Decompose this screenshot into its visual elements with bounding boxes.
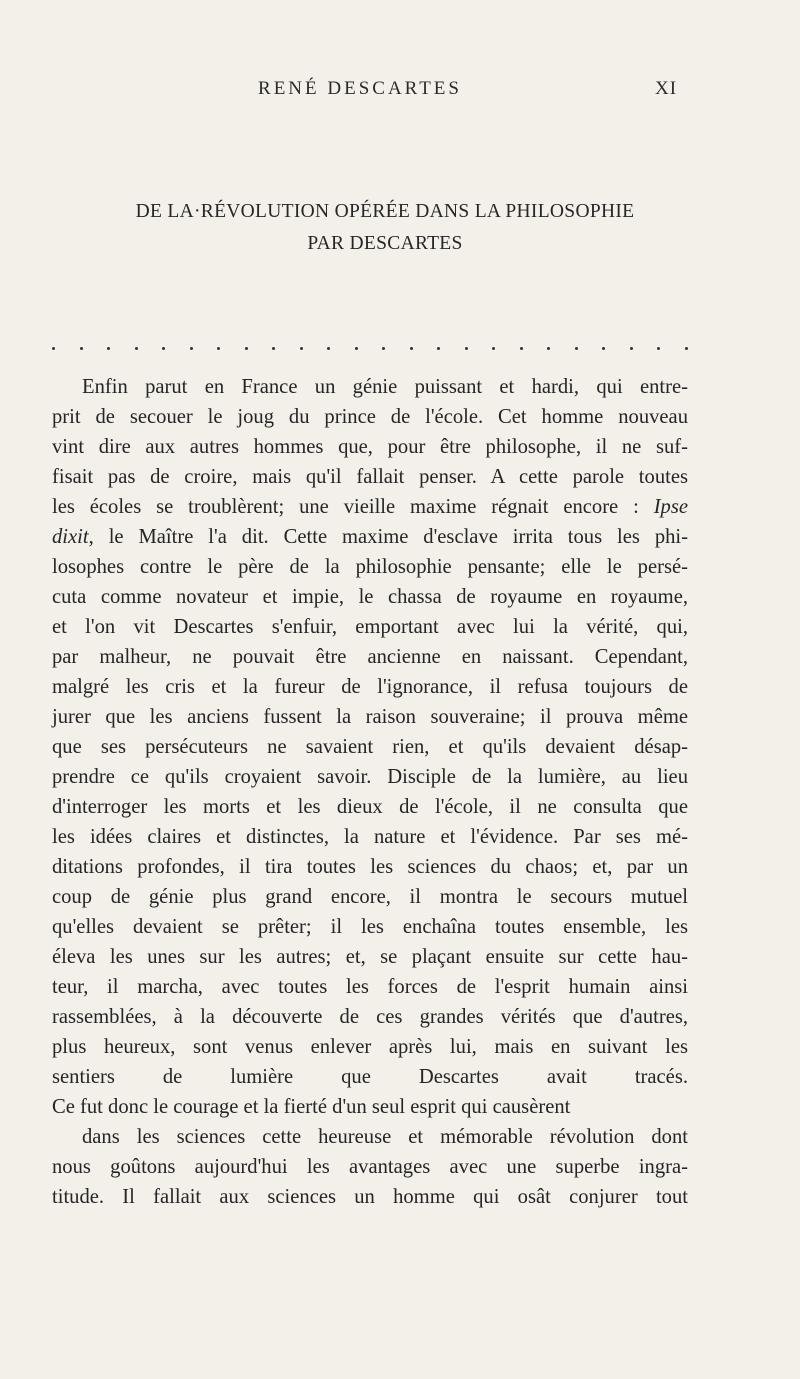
text-line: coup de génie plus grand encore, il montra le secours mutuel bbox=[52, 886, 688, 908]
text-line: vint dire aux autres hommes que, pour être philosophe, il ne suf- bbox=[52, 436, 688, 458]
ellipsis-dot bbox=[602, 347, 605, 350]
text-line: ditations profondes, il tira toutes les sciences du chaos; et, par un bbox=[52, 856, 688, 878]
text-line: teur, il marcha, avec toutes les forces de l'esprit humain ainsi bbox=[52, 976, 688, 998]
ellipsis-dot bbox=[492, 347, 495, 350]
text-line: dans les sciences cette heureuse et mémorable révolution dont bbox=[82, 1126, 688, 1148]
text-line: les idées claires et distinctes, la nature et l'évidence. Par ses mé- bbox=[52, 826, 688, 848]
page-number: XI bbox=[655, 78, 678, 99]
text-line: rassemblées, à la découverte de ces grandes vérités que d'autres, bbox=[52, 1006, 688, 1028]
italic-term-ipse: Ipse bbox=[653, 496, 688, 518]
ellipsis-dot bbox=[465, 347, 468, 350]
ellipsis-dot bbox=[272, 347, 275, 350]
text-line: sentiers de lumière que Descartes avait tracés. bbox=[52, 1066, 688, 1088]
text-line: prendre ce qu'ils croyaient savoir. Disciple de la lumière, au lieu bbox=[52, 766, 688, 788]
section-title-line-2: PAR DESCARTES bbox=[307, 233, 463, 254]
text-line: d'interroger les morts et les dieux de l'école, il ne consulta que bbox=[52, 796, 688, 818]
ellipsis-dot bbox=[162, 347, 165, 350]
text-line: éleva les unes sur les autres; et, se plaçant ensuite sur cette hau- bbox=[52, 946, 688, 968]
ellipsis-dot bbox=[190, 347, 193, 350]
ellipsis-dot bbox=[327, 347, 330, 350]
text-line: Ce fut donc le courage et la fierté d'un seul esprit qui causèrent bbox=[52, 1096, 571, 1118]
ellipsis-dot-leader bbox=[52, 338, 688, 358]
text-line: que ses persécuteurs ne savaient rien, et qu'ils devaient désap- bbox=[52, 736, 688, 758]
text-line: fisait pas de croire, mais qu'il fallait penser. A cette parole toutes bbox=[52, 466, 688, 488]
ellipsis-dot bbox=[437, 347, 440, 350]
text-line: titude. Il fallait aux sciences un homme qui osât conjurer tout bbox=[52, 1186, 688, 1208]
section-title bbox=[30, 196, 740, 260]
text-fragment: , le Maître l'a dit. Cette maxime d'esclave irrita tous les phi- bbox=[88, 526, 688, 548]
text-line: jurer que les anciens fussent la raison souveraine; il prouva même bbox=[52, 706, 688, 728]
text-line: par malheur, ne pouvait être ancienne en naissant. Cependant, bbox=[52, 646, 688, 668]
ellipsis-dot bbox=[107, 347, 110, 350]
running-title: RENÉ DESCARTES bbox=[258, 78, 462, 99]
text-line: et l'on vit Descartes s'enfuir, emportant avec lui la vérité, qui, bbox=[52, 616, 688, 638]
text-line: qu'elles devaient se prêter; il les enchaîna toutes ensemble, les bbox=[52, 916, 688, 938]
text-line: losophes contre le père de la philosophie pensante; elle le persé- bbox=[52, 556, 688, 578]
text-line: plus heureux, sont venus enlever après lui, mais en suivant les bbox=[52, 1036, 688, 1058]
running-head bbox=[0, 78, 800, 108]
ellipsis-dot bbox=[217, 347, 220, 350]
ellipsis-dot bbox=[520, 347, 523, 350]
ellipsis-dot bbox=[410, 347, 413, 350]
text-line: malgré les cris et la fureur de l'ignorance, il refusa toujours de bbox=[52, 676, 688, 698]
ellipsis-dot bbox=[547, 347, 550, 350]
ellipsis-dot bbox=[135, 347, 138, 350]
ellipsis-dot bbox=[245, 347, 248, 350]
ellipsis-dot bbox=[355, 347, 358, 350]
ellipsis-dot bbox=[382, 347, 385, 350]
text-line: nous goûtons aujourd'hui les avantages avec une superbe ingra- bbox=[52, 1156, 688, 1178]
ellipsis-dot bbox=[630, 347, 633, 350]
ellipsis-dot bbox=[685, 347, 688, 350]
text-line: prit de secouer le joug du prince de l'école. Cet homme nouveau bbox=[52, 406, 688, 428]
text-line: Enfin parut en France un génie puissant et hardi, qui entre- bbox=[82, 376, 688, 398]
body-text bbox=[52, 372, 688, 1242]
text-line bbox=[52, 1212, 688, 1242]
italic-term-dixit: dixit bbox=[52, 526, 89, 548]
ellipsis-dot bbox=[52, 347, 55, 350]
text-line: cuta comme novateur et impie, le chassa de royaume en royaume, bbox=[52, 586, 688, 608]
section-title-line-1: DE LA·RÉVOLUTION OPÉRÉE DANS LA PHILOSOPHIE bbox=[135, 201, 635, 222]
ellipsis-dot bbox=[80, 347, 83, 350]
ellipsis-dot bbox=[575, 347, 578, 350]
text-line-with-italic bbox=[52, 492, 688, 522]
text-fragment: les écoles se troublèrent; une vieille maxime régnait encore : bbox=[52, 496, 654, 518]
text-line-with-italic bbox=[52, 522, 688, 552]
ellipsis-dot bbox=[300, 347, 303, 350]
ellipsis-dot bbox=[657, 347, 660, 350]
